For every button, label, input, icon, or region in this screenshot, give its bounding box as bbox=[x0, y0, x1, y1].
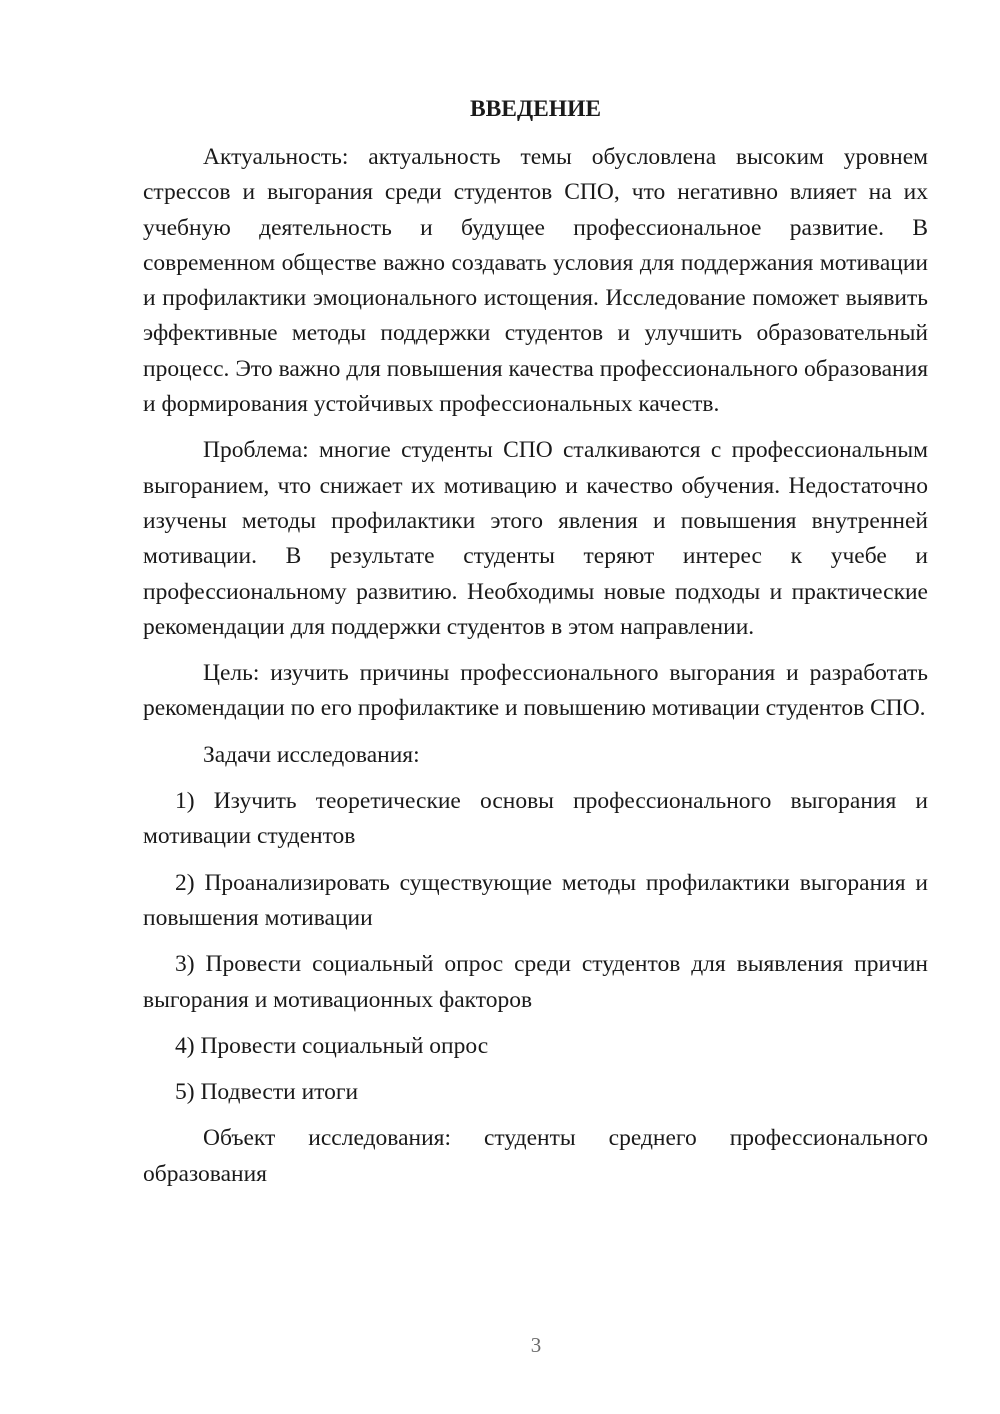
paragraph-relevance: Актуальность: актуальность темы обусловлена высоким уровнем стрессов и выгорания среди студентов СПО, что негативно влияет на их учебную деятельность и будущее профессиональное развитие. В современном обществе важно создавать условия для поддержания мотивации и профилактики эмоционального истощения. Исследование поможет выявить эффективные методы поддержки студентов и улучшить образовательный процесс. Это важно для повышения качества профессионального образования и формирования устойчивых профессиональных качеств. bbox=[143, 144, 928, 418]
paragraph-object: Объект исследования: студенты среднего профессионального образования bbox=[143, 1125, 928, 1187]
page-number: 3 bbox=[530, 1333, 542, 1357]
task-item-1: 1) Изучить теоретические основы профессионального выгорания и мотивации студентов bbox=[143, 788, 928, 850]
task-item-4: 4) Провести социальный опрос bbox=[175, 1032, 489, 1059]
task-item-2: 2) Проанализировать существующие методы профилактики выгорания и повышения мотивации bbox=[143, 869, 928, 931]
task-item-5: 5) Подвести итоги bbox=[175, 1079, 359, 1106]
document-body bbox=[143, 92, 928, 1203]
paragraph-tasks-heading: Задачи исследования: bbox=[203, 741, 420, 768]
paragraph-problem: Проблема: многие студенты СПО сталкиваются с профессиональным выгоранием, что снижает их мотивацию и качество обучения. Недостаточно изучены методы профилактики этого явления и повышения внутренней мотивации. В результате студенты теряют интерес к учебе и профессиональному развитию. Необходимы новые подходы и практические рекомендации для поддержки студентов в этом направлении. bbox=[143, 437, 928, 640]
task-item-3: 3) Провести социальный опрос среди студентов для выявления причин выгорания и мотивационных факторов bbox=[143, 951, 928, 1013]
paragraph-goal: Цель: изучить причины профессионального выгорания и разработать рекомендации по его профилактике и повышению мотивации студентов СПО. bbox=[143, 660, 928, 722]
section-title: ВВЕДЕНИЕ bbox=[469, 96, 602, 122]
